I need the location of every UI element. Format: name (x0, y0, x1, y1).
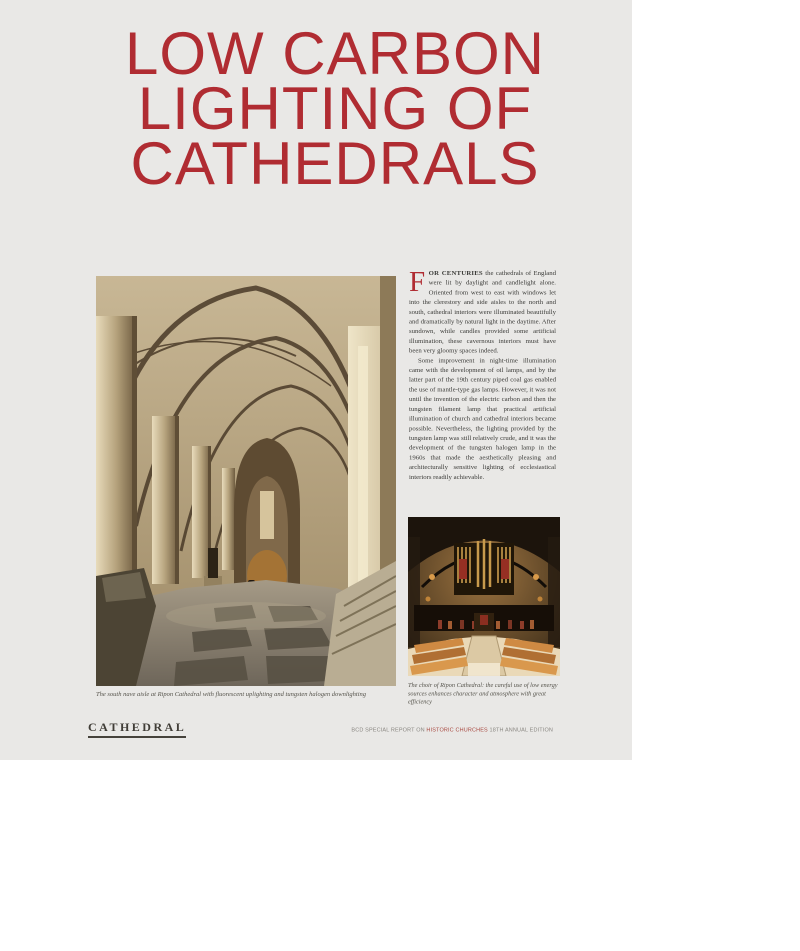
article-paragraph-2: Some improvement in night-time illumination came with the development of oil lamps, and by the latter part of the 19th century piped coal gas enabled the use of mantle-type gas lamps. However, it was not until the invention of the electric carbon and then the tungsten filament lamp that practical artificial illumination of church and cathedral interiors became possible. Nevertheless, the lighting provided by the tungsten lamp was still relatively crude, and it was the development of the tungsten halogen lamp in the 1960s that made the aesthetically pleasing and architecturally sensitive lighting of ecclesiastical interiors readily achievable. (409, 356, 556, 481)
article-paragraph-1 (409, 265, 556, 355)
title-line-3: CATHEDRALS (130, 130, 540, 197)
main-photo-caption (96, 690, 398, 702)
choir-illustration (408, 517, 560, 676)
footer-text-pre: BCD SPECIAL REPORT ON (351, 727, 427, 733)
footer-publication-text (253, 727, 553, 733)
lead-in-text: OR CENTURIES (428, 269, 483, 277)
drop-cap: F (409, 265, 426, 298)
small-photo-choir (408, 517, 560, 676)
altar-steps (468, 663, 500, 676)
title-line-2: LIGHTING OF (137, 75, 533, 142)
cathedral-masthead-logo: CATHEDRAL (88, 720, 186, 738)
page-title (35, 20, 635, 197)
nave-aisle-illustration (96, 276, 396, 686)
small-photo-caption (408, 681, 558, 731)
floor-light-pool (166, 602, 326, 630)
small-photo-caption-text: The choir of Ripon Cathedral: the careful use of low energy sources enhances character and atmosphere with great efficiency (408, 681, 558, 705)
article-text (409, 265, 556, 481)
paragraph-1-body: the cathedrals of England were lit by daylight and candlelight alone. Oriented from west to east with windows let into the clerestory and side aisles to the north and south, cathedral interiors were illuminated beautifully and dramatically by natural light in the daytime. After sundown, while candles provided some artificial illumination, these cavernous interiors must have been very gloomy spaces indeed. (409, 269, 556, 355)
footer-text-highlight: HISTORIC CHURCHES (426, 727, 488, 733)
choir-stalls (414, 605, 554, 631)
title-line-1: LOW CARBON (124, 20, 546, 87)
footer-publication-line (253, 727, 553, 737)
footer-text-post: 18TH ANNUAL EDITION (487, 727, 553, 733)
main-photo-caption-text: The south nave aisle at Ripon Cathedral with fluorescent uplighting and tungsten halogen downlighting (96, 690, 367, 698)
main-photo-nave-aisle (96, 276, 396, 686)
